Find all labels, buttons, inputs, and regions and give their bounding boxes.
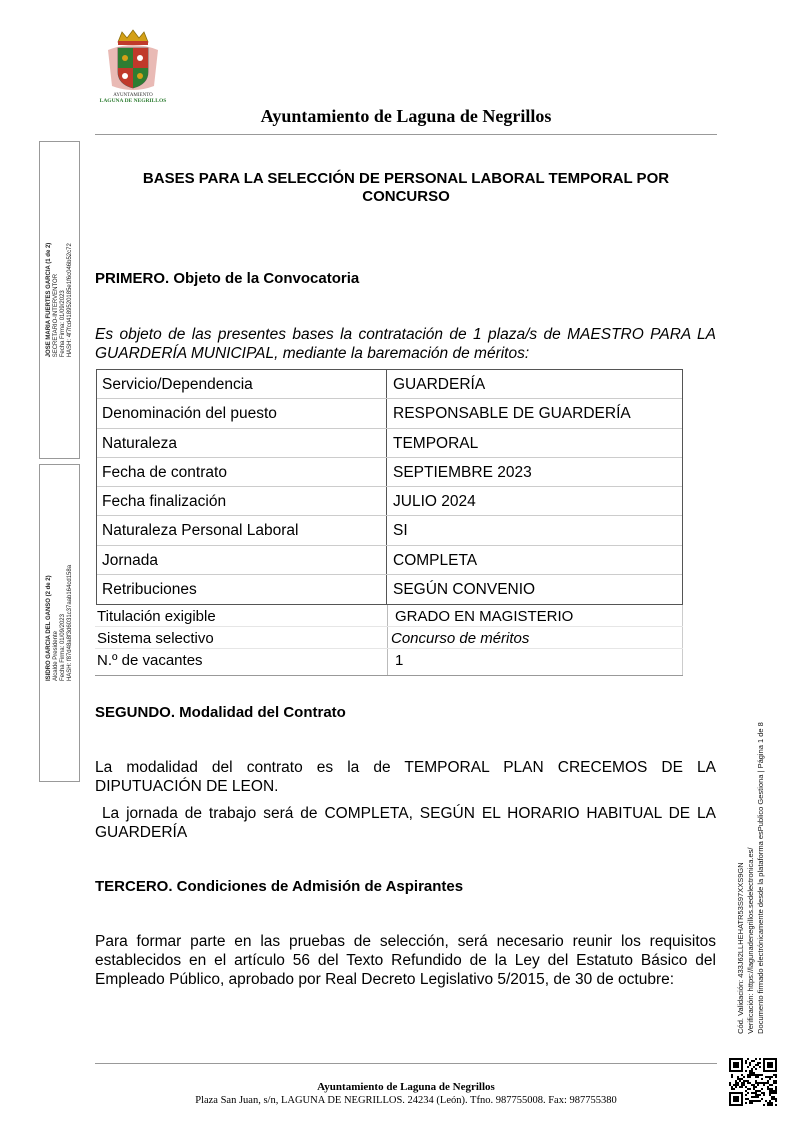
paragraph: La modalidad del contrato es la de TEMPORAL PLAN CRECEMOS DE LA DIPUTUACIÓN DE LEON. bbox=[95, 759, 716, 795]
row-value: GRADO EN MAGISTERIO bbox=[395, 608, 574, 625]
signature-text-1 bbox=[46, 243, 74, 358]
table-row bbox=[97, 546, 682, 575]
section-heading-segundo: SEGUNDO. Modalidad del Contrato bbox=[95, 704, 346, 721]
qr-code bbox=[729, 1058, 777, 1106]
table-row bbox=[97, 370, 682, 399]
signature-date: Fecha Firma: 01/09/2023 bbox=[59, 614, 66, 682]
intro-paragraph: Es objeto de las presentes bases la contratación de 1 plaza/s de MAESTRO PARA LA GUARDERÍA MUNICIPAL, mediante la baremación de méritos: bbox=[95, 326, 716, 362]
footer-organization-name: Ayuntamiento de Laguna de Negrillos bbox=[317, 1081, 495, 1093]
footer-divider bbox=[95, 1063, 717, 1064]
signature-hash: HASH: 4f7fcd4189520185e1f6c046b52c72 bbox=[66, 243, 73, 358]
row-label: Naturaleza Personal Laboral bbox=[102, 522, 299, 540]
signature-platform-note: Documento firmado electrónicamente desde la plataforma esPublico Gestiona | Página 1 de 8 bbox=[756, 722, 765, 1034]
table-row bbox=[95, 605, 683, 627]
paragraph: Para formar parte en las pruebas de selección, será necesario reunir los requisitos establecidos en el artículo 56 del Texto Refundido de la Ley del Estatuto Básico del Empleado Público, aprobado por Real Decreto Legislativo 5/2015, de 30 de octubre: bbox=[95, 933, 716, 988]
signer-role: Alcalde Presidente bbox=[52, 631, 59, 682]
row-value: SEGÚN CONVENIO bbox=[393, 581, 536, 599]
section-heading-tercero: TERCERO. Condiciones de Admisión de Aspirantes bbox=[95, 878, 464, 895]
table-row bbox=[95, 627, 683, 649]
footer-address: Plaza San Juan, s/n, LAGUNA DE NEGRILLOS. 24234 (León). Tfno. 987755008. Fax: 987755380 bbox=[195, 1095, 617, 1106]
row-value: 1 bbox=[395, 652, 404, 669]
row-label: Naturaleza bbox=[102, 434, 177, 452]
table-row bbox=[97, 429, 682, 458]
row-label: Fecha finalización bbox=[102, 493, 227, 511]
document-title: BASES PARA LA SELECCIÓN DE PERSONAL LABORAL TEMPORAL POR CONCURSO bbox=[142, 170, 670, 205]
row-label: Titulación exigible bbox=[97, 608, 216, 625]
row-value: TEMPORAL bbox=[393, 434, 479, 452]
row-value: SI bbox=[393, 522, 408, 540]
row-label: N.º de vacantes bbox=[97, 652, 203, 669]
row-value: RESPONSABLE DE GUARDERÍA bbox=[393, 405, 631, 423]
table-row bbox=[97, 516, 682, 545]
position-details-table bbox=[96, 369, 683, 605]
section-heading-primero: PRIMERO. Objeto de la Convocatoria bbox=[95, 270, 360, 287]
row-value: SEPTIEMBRE 2023 bbox=[393, 463, 532, 481]
table-row bbox=[97, 575, 682, 604]
municipal-crest-logo bbox=[94, 28, 172, 104]
paragraph: La jornada de trabajo será de COMPLETA, SEGÚN EL HORARIO HABITUAL DE LA GUARDERÍA bbox=[95, 805, 721, 841]
position-extra-table bbox=[95, 605, 683, 676]
header-title: Ayuntamiento de Laguna de Negrillos bbox=[260, 106, 552, 126]
logo-caption-line1: AYUNTAMIENTO bbox=[113, 93, 153, 98]
row-label: Servicio/Dependencia bbox=[102, 376, 253, 393]
table-row bbox=[97, 399, 682, 428]
table-row bbox=[95, 649, 683, 671]
validation-code: Cód. Validación: 433J62LLHEHATR53S97XXS9GN bbox=[736, 862, 745, 1034]
table-row bbox=[97, 487, 682, 516]
row-label: Fecha de contrato bbox=[102, 463, 227, 481]
logo-caption-line2: LAGUNA DE NEGRILLOS bbox=[99, 98, 167, 104]
row-value: Concurso de méritos bbox=[391, 630, 530, 647]
signature-box-1 bbox=[39, 141, 80, 459]
row-value: GUARDERÍA bbox=[393, 376, 486, 393]
signer-name: JOSE MARIA FUERTES GARCIA (1 de 2) bbox=[45, 242, 52, 358]
header-divider bbox=[95, 134, 717, 135]
signature-box-2 bbox=[39, 464, 80, 782]
table-row bbox=[97, 458, 682, 487]
signature-hash: HASH: f87d48a8f3d6031c37aab164cd158a bbox=[66, 564, 73, 682]
signer-name: ISIDRO GARCIA DEL GANSO (2 de 2) bbox=[45, 575, 52, 682]
row-label: Jornada bbox=[102, 551, 159, 569]
row-label: Denominación del puesto bbox=[102, 405, 277, 423]
verification-url: Verificación: https://lagunadenegrillos.sedelectronica.es/ bbox=[746, 847, 755, 1034]
signature-text-2 bbox=[46, 565, 74, 681]
row-value: COMPLETA bbox=[393, 551, 478, 569]
signature-date: Fecha Firma: 01/09/2023 bbox=[59, 290, 66, 358]
verification-notice bbox=[736, 722, 766, 1034]
signer-role: SECRETARIO-INTERVENTOR bbox=[52, 273, 59, 358]
row-value: JULIO 2024 bbox=[393, 493, 476, 511]
row-label: Retribuciones bbox=[102, 581, 197, 599]
row-label: Sistema selectivo bbox=[97, 630, 214, 647]
